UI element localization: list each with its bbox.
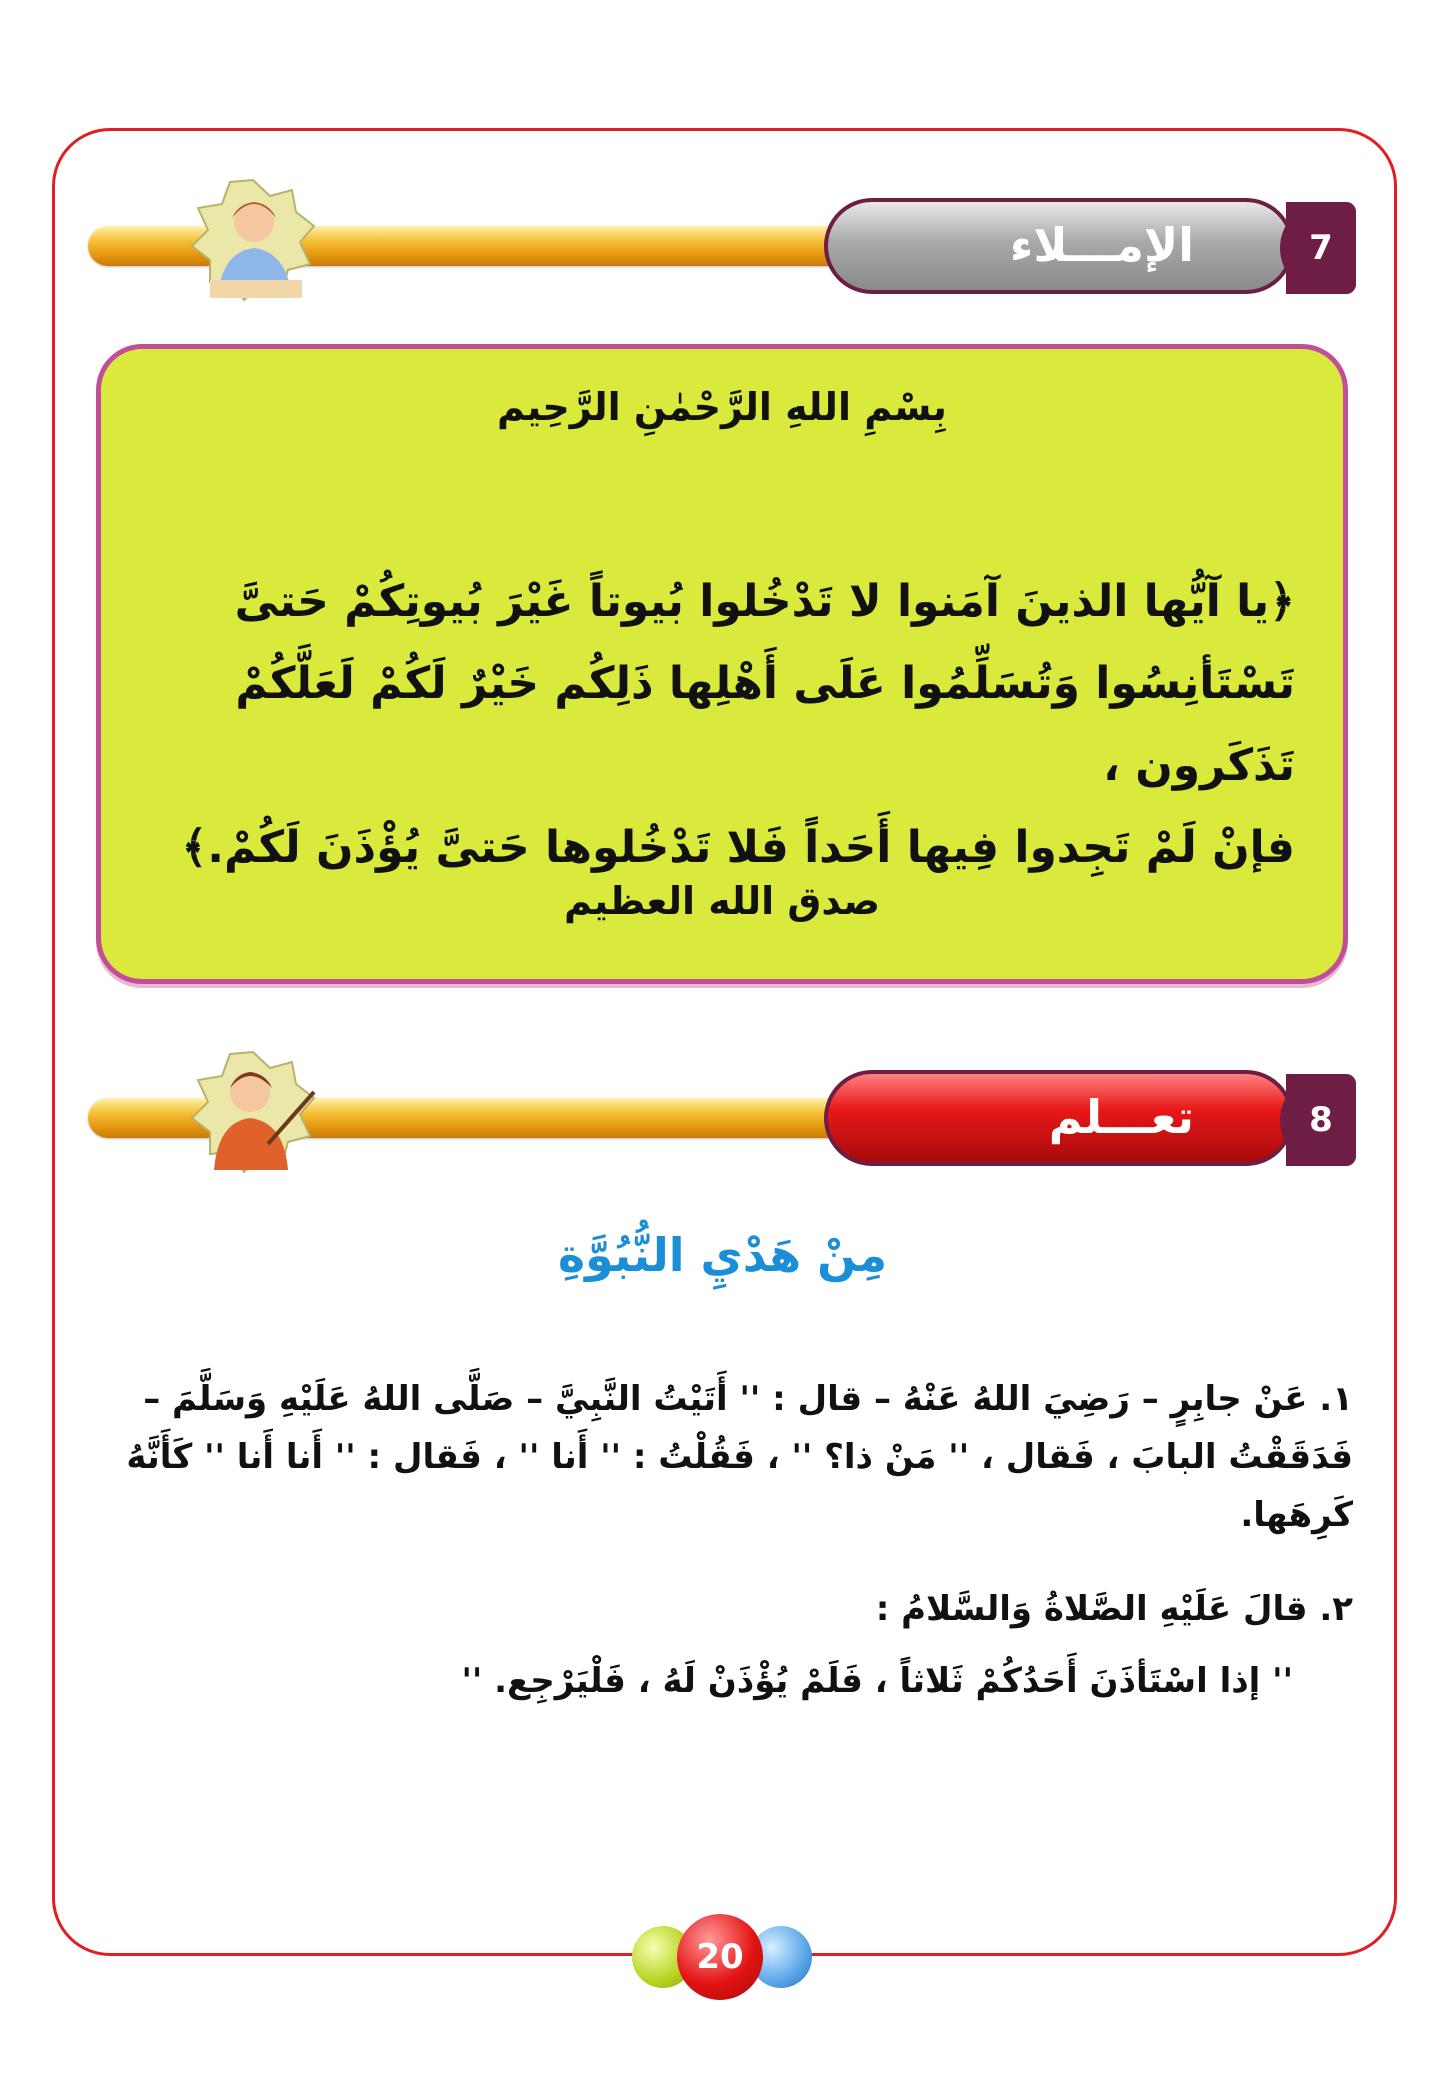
verse-line: ﴿يا آيُّها الذينَ آمَنوا لا تَدْخُلوا بُيوتاً غَيْرَ بُيوتِكُمْ حَتىَّ	[234, 576, 1295, 627]
hadith-2	[88, 1580, 1353, 1710]
section-8-number: 8	[1309, 1100, 1333, 1140]
section-7-header	[88, 196, 1356, 296]
basmala: بِسْمِ اللهِ الرَّحْمٰنِ الرَّحِيم	[497, 385, 947, 429]
hadith-1-line-2: فَدَقَقْتُ البابَ ، فَقال ، '' مَنْ ذا؟ '' ، فَقُلْتُ : '' أَنا '' ، فَقال : '' أَنا أَنا '' كَأَنَّهُ كَرِهَها.	[126, 1437, 1353, 1535]
section-8-number-badge	[1286, 1074, 1356, 1166]
teacher-pointer-avatar	[188, 1048, 318, 1178]
section-7-number-badge	[1286, 202, 1356, 294]
quran-closing: صدق الله العظيم	[563, 879, 881, 923]
hadith-subheading: مِنْ هَدْيِ النُّبُوَّةِ	[557, 1228, 888, 1282]
hadith-2-line-2: '' إذا اسْتَأذَنَ أَحَدُكُمْ ثَلاثاً ، فَلَمْ يُؤْذَنْ لَهُ ، فَلْيَرْجِع. ''	[461, 1661, 1293, 1701]
student-writing-avatar	[188, 176, 318, 306]
quran-verse-box	[96, 344, 1348, 984]
verse-line: فإنْ لَمْ تَجِدوا فِيها أَحَداً فَلا تَدْخُلوها حَتىَّ يُؤْذَنَ لَكُمْ.﴾	[181, 822, 1295, 873]
hadith-1	[88, 1370, 1353, 1544]
page-number: 20	[677, 1914, 763, 2000]
hadith-2-line-1: ٢. قالَ عَلَيْهِ الصَّلاةُ وَالسَّلامُ :	[875, 1589, 1353, 1629]
hadith-1-line-1: ١. عَنْ جابِرٍ – رَضِيَ اللهُ عَنْهُ – قال : '' أَتَيْتُ النَّبِيَّ – صَلَّى اللهُ عَلَيْهِ وَسَلَّمَ –	[143, 1379, 1353, 1419]
section-8-header	[88, 1068, 1356, 1168]
quran-verses	[149, 561, 1295, 889]
section-8-title: تعـــلم	[824, 1070, 1294, 1166]
verse-line: تَسْتَأنِسُوا وَتُسَلِّمُوا عَلَى أَهْلِها ذَلِكُم خَيْرٌ لَكُمْ لَعَلَّكُمْ تَذَكَرون ،	[235, 658, 1295, 791]
page-number-badge	[632, 1914, 812, 1998]
section-7-number: 7	[1309, 228, 1333, 268]
section-7-title: الإمـــلاء	[824, 198, 1294, 294]
